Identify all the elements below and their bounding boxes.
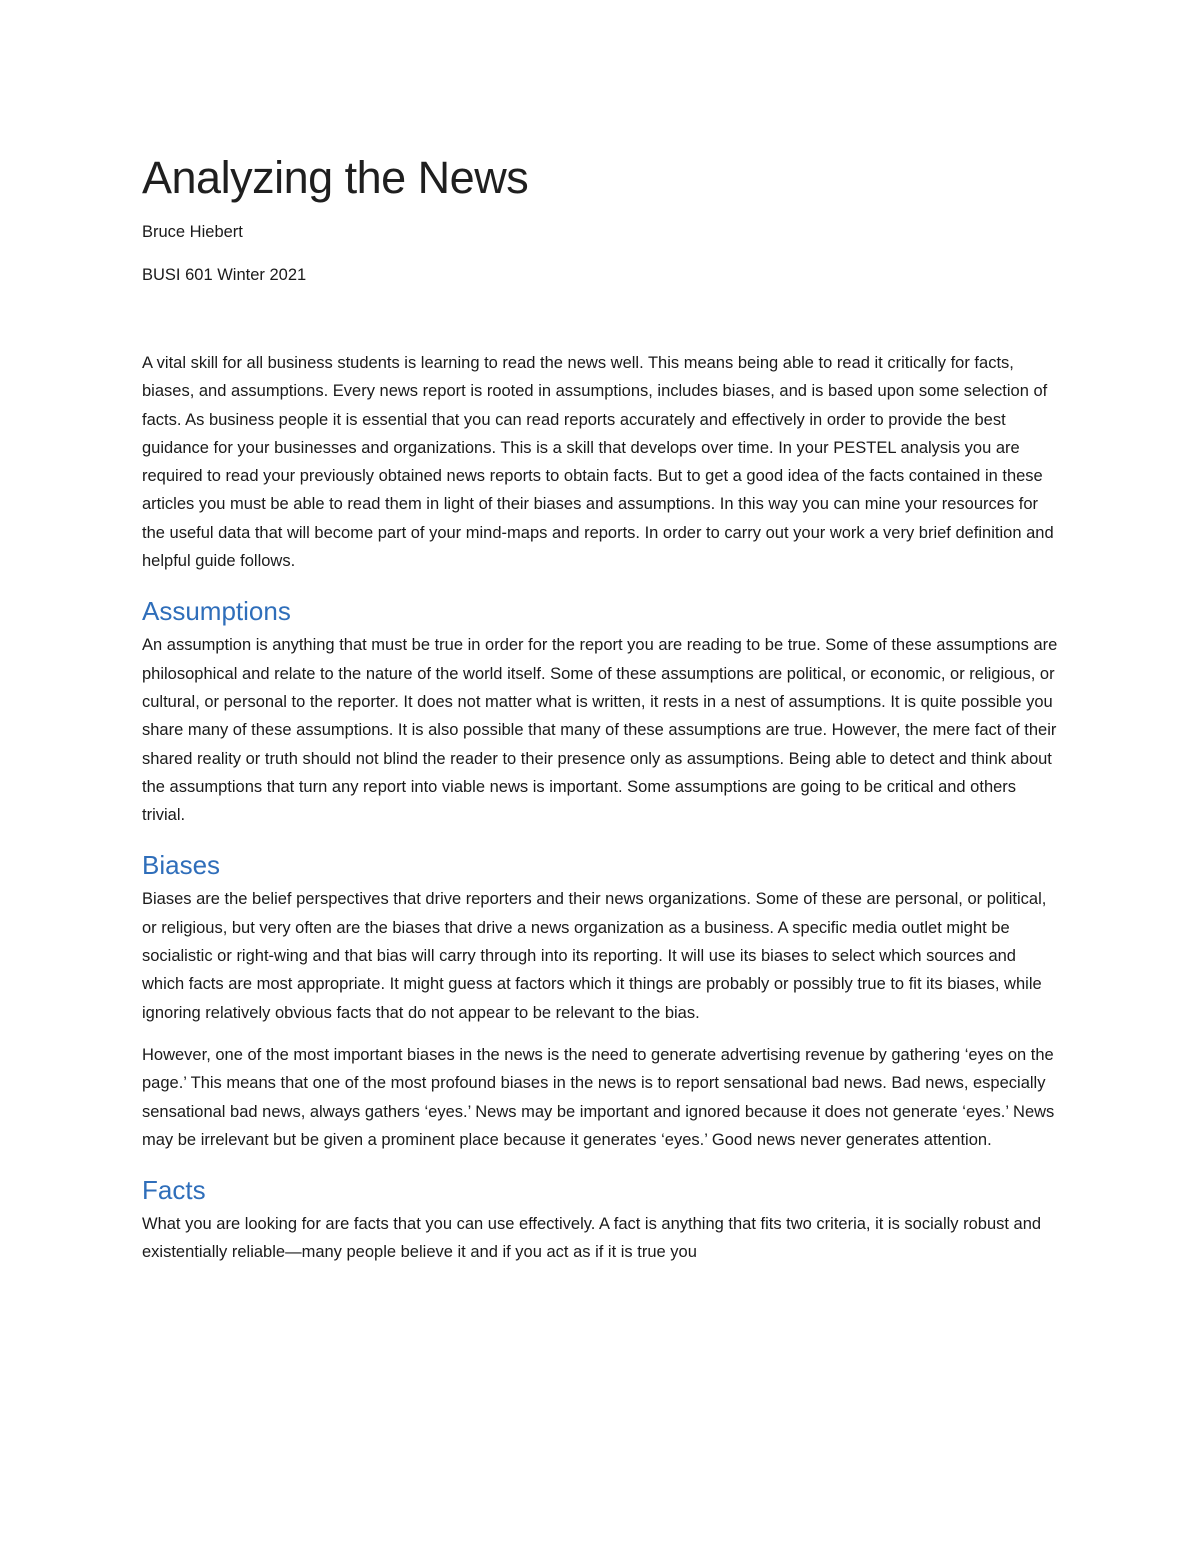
biases-paragraph-1: Biases are the belief perspectives that drive reporters and their news organizations. Some of these are personal, or political, or religious, but very often are the biases that drive a news organization as a business. A specific media outlet might be socialistic or right-wing and that bias will carry through into its reporting. It will use its biases to select which sources and which facts are most appropriate. It might guess at factors which it things are probably or possibly true to fit its biases, while ignoring relatively obvious facts that do not appear to be relevant to the bias. <box>142 890 1047 1022</box>
section-assumptions <box>142 593 1062 829</box>
section-heading-assumptions: Assumptions <box>142 596 291 627</box>
section-biases <box>142 847 1062 1154</box>
document-title: Analyzing the News <box>142 152 529 203</box>
author-line: Bruce Hiebert <box>142 223 243 241</box>
section-heading-biases: Biases <box>142 850 221 881</box>
section-facts <box>142 1172 1062 1267</box>
section-heading-facts: Facts <box>142 1175 206 1206</box>
assumptions-paragraph: An assumption is anything that must be true in order for the report you are reading to be true. Some of these assumptions are philosophical and relate to the nature of the world itself. Some of these assumptions are political, or economic, or religious, or cultural, or personal to the reporter. It does not matter what is written, it rests in a nest of assumptions. It is quite possible you share many of these assumptions. It is also possible that many of these assumptions are true. However, the mere fact of their shared reality or truth should not blind the reader to their presence only as assumptions. Being able to detect and think about the assumptions that turn any report into viable news is important. Some assumptions are going to be critical and others trivial. <box>142 636 1058 825</box>
intro-paragraph: A vital skill for all business students is learning to read the news well. This means being able to read it critically for facts, biases, and assumptions. Every news report is rooted in assumptions, includes biases, and is based upon some selection of facts. As business people it is essential that you can read reports accurately and effectively in order to provide the best guidance for your businesses and organizations. This is a skill that develops over time. In your PESTEL analysis you are required to read your previously obtained news reports to obtain facts. But to get a good idea of the facts contained in these articles you must be able to read them in light of their biases and assumptions. In this way you can mine your resources for the useful data that will become part of your mind-maps and reports. In order to carry out your work a very brief definition and helpful guide follows. <box>142 354 1054 571</box>
document-page <box>142 150 1062 1281</box>
biases-paragraph-2: However, one of the most important biases in the news is the need to generate advertising revenue by gathering ‘eyes on the page.’ This means that one of the most profound biases in the news is to report sensational bad news. Bad news, especially sensational bad news, always gathers ‘eyes.’ News may be important and ignored because it does not generate ‘eyes.’ News may be irrelevant but be given a prominent place because it generates ‘eyes.’ Good news never generates attention. <box>142 1045 1055 1149</box>
course-line: BUSI 601 Winter 2021 <box>142 266 307 284</box>
facts-paragraph: What you are looking for are facts that you can use effectively. A fact is anything that fits two criteria, it is socially robust and existentially reliable—many people believe it and if you act as if it is true you <box>142 1215 1042 1262</box>
